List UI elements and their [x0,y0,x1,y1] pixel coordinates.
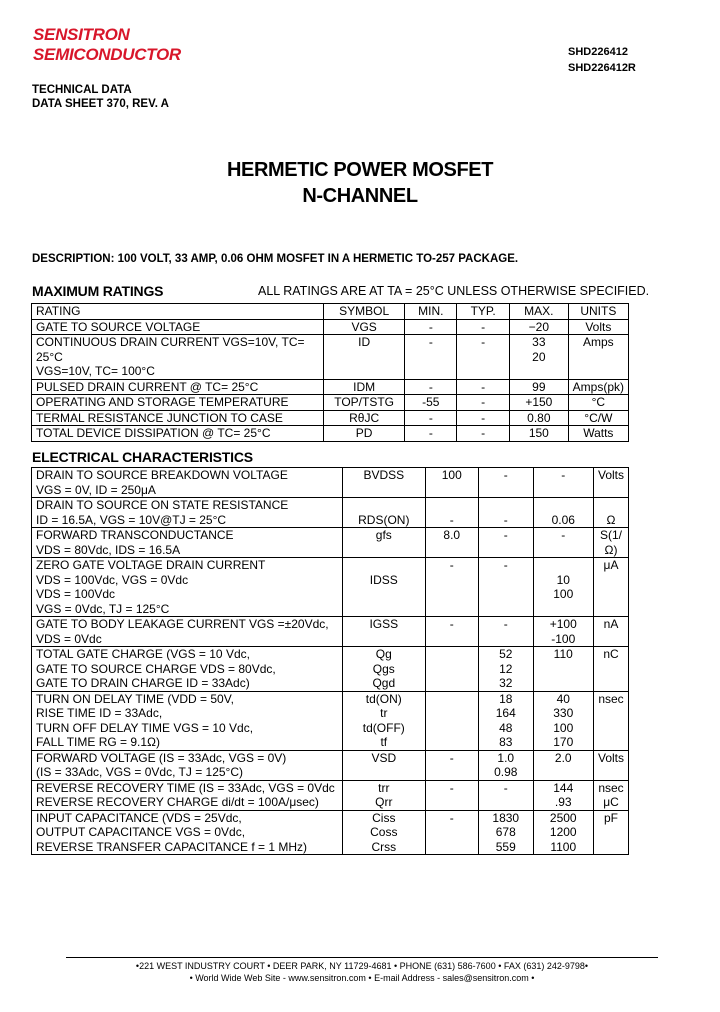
typ-cell [457,379,510,395]
min-cell [405,335,457,380]
units-cell-line: nC [603,647,619,661]
company-logo [33,25,181,65]
units-cell [593,780,628,810]
min-cell [405,410,457,426]
column-header-line: MIN. [418,304,444,318]
symbol-cell [343,617,425,647]
typ-cell-line: 678 [495,825,516,839]
column-header [32,304,324,320]
units-cell [593,810,628,855]
logo-line2: SEMICONDUCTOR [33,45,181,64]
min-cell [425,810,478,855]
min-cell-line: - [428,335,433,349]
typ-cell [478,468,533,498]
part-numbers [568,44,636,76]
max-cell-line: 110 [553,647,573,661]
symbol-cell [343,647,425,692]
rating-line: TOTAL GATE CHARGE (VGS = 10 Vdc, [36,647,250,661]
typ-cell-line: - [481,426,486,440]
symbol-cell [343,810,425,855]
units-cell [593,528,628,558]
table-header-row [32,304,629,320]
units-cell-line: Volts [597,468,624,482]
units-cell-line: pF [603,810,618,825]
rating-line: FALL TIME RG = 9.1Ω) [36,735,161,749]
symbol-cell-line: Qrr [375,795,393,809]
typ-cell [478,647,533,692]
units-cell-line: Volts [585,319,612,334]
rating-cell [32,617,343,647]
units-cell-line: Volts [597,750,624,765]
rating-line: REVERSE RECOVERY TIME (IS = 33Adc, VGS = 0Vdc [36,780,335,795]
typ-cell [478,780,533,810]
symbol-cell-line [347,498,420,513]
symbol-cell [323,335,404,380]
max-cell [533,528,593,558]
rating-line: GATE TO SOURCE CHARGE VDS = 80Vdc, [36,661,276,676]
rating-line: VDS = 100Vdc, VGS = 0Vdc [36,572,189,587]
rating-line: (IS = 33Adc, VGS = 0Vdc, TJ = 125°C) [36,765,244,779]
symbol-cell-line: td(OFF) [362,720,405,735]
min-cell-line: -55 [422,395,440,409]
symbol-cell-line: Crss [371,839,397,854]
units-cell-line: μA [603,558,619,572]
max-cell-line: - [561,468,566,482]
max-cell-line: 2500 [549,810,577,825]
units-cell-line: Amps [582,335,614,349]
max-cell [510,335,569,380]
max-cell-line: 144 [553,780,574,795]
units-cell-line: Ω [606,512,616,527]
symbol-cell-line: VGS [351,319,377,334]
rating-cell [32,319,324,335]
units-cell-line: °C/W [584,410,613,425]
rating-line: RISE TIME ID = 33Adc, [36,706,163,720]
max-cell-line: 150 [528,426,549,440]
table-row [32,379,629,395]
typ-cell-line: 83 [499,735,513,749]
typ-cell-line: - [481,335,486,349]
symbol-cell [343,558,425,617]
symbol-cell [323,379,404,395]
symbol-cell [343,750,425,780]
typ-cell-line: 1.0 [497,750,515,765]
tech-line1: TECHNICAL DATA [32,84,132,96]
typ-cell [478,810,533,855]
typ-cell-line: 164 [495,706,516,720]
max-cell-line: 99 [532,379,546,394]
symbol-cell [323,395,404,411]
rating-line: OPERATING AND STORAGE TEMPERATURE [36,395,289,409]
max-cell [510,379,569,395]
typ-cell-line: - [503,528,508,542]
units-cell [593,691,628,750]
electrical-characteristics-title: ELECTRICAL CHARACTERISTICS [32,449,253,465]
symbol-cell-line: VSD [371,750,397,765]
max-cell-line: +150 [525,395,553,409]
rating-line: DRAIN TO SOURCE BREAKDOWN VOLTAGE [36,468,288,482]
min-cell [425,528,478,558]
min-cell-line: 100 [441,468,462,482]
table-row [32,528,629,558]
symbol-cell-line: gfs [375,528,392,542]
column-header-line: SYMBOL [339,304,390,318]
table-row [32,319,629,335]
rating-line: CONTINUOUS DRAIN CURRENT VGS=10V, TC= 25°C [36,335,305,364]
rating-cell [32,498,343,528]
technical-data [32,83,169,111]
units-cell-line: °C [591,395,606,409]
typ-cell-line: 52 [499,647,513,661]
symbol-cell-line: IDM [353,379,376,394]
min-cell [425,691,478,750]
rating-line: VDS = 100Vdc [36,587,116,601]
title-line2: N-CHANNEL [302,185,418,207]
typ-cell [478,691,533,750]
rating-line: TERMAL RESISTANCE JUNCTION TO CASE [36,410,283,425]
max-cell [533,558,593,617]
logo-line1: SENSITRON [33,25,130,44]
typ-cell-line: - [503,558,508,572]
footer-address: •221 WEST INDUSTRY COURT • DEER PARK, NY 11729-4681 • PHONE (631) 586-7600 • FAX (631) 242-9798• [135,961,589,971]
rating-line: VGS = 0V, ID = 250μA [36,482,156,497]
symbol-cell-line: ID [358,335,371,349]
max-cell-line: 170 [553,735,574,749]
rating-cell [32,750,343,780]
symbol-cell-line: Qgd [372,676,396,690]
typ-cell-line: - [503,617,508,631]
symbol-cell-line: Ciss [372,810,396,825]
column-header-line: RATING [36,304,81,318]
min-cell [425,750,478,780]
max-ratings-note: ALL RATINGS ARE AT TA = 25°C UNLESS OTHERWISE SPECIFIED. [258,284,650,298]
max-cell-line: +100 [549,617,577,631]
table-row [32,617,629,647]
max-cell-line: 40 [556,691,570,706]
max-ratings-title: MAXIMUM RATINGS [32,283,164,299]
units-cell [568,426,628,442]
max-cell [533,750,593,780]
max-cell-line: 10 [556,572,570,587]
typ-cell [457,335,510,380]
units-cell-line: Amps(pk) [572,379,624,394]
symbol-cell-line: Qgs [372,661,395,676]
column-header [323,304,404,320]
symbol-cell-line [347,558,420,573]
title-line1: HERMETIC POWER MOSFET [226,159,494,181]
typ-cell-line: - [481,379,486,394]
typ-cell-line: - [503,468,508,482]
max-cell-line: 20 [532,349,546,364]
part-number: SHD226412 [568,46,628,58]
rating-line: INPUT CAPACITANCE (VDS = 25Vdc, [36,810,242,825]
footer-contact: • World Wide Web Site - www.sensitron.com • E-mail Address - sales@sensitron.com • [189,973,535,983]
typ-cell [478,750,533,780]
units-cell-line: S(1/Ω) [599,528,622,557]
typ-cell-line: - [481,410,486,425]
min-cell-line: - [449,810,454,825]
max-cell-line: 0.80 [527,410,551,425]
typ-cell-line: 32 [499,676,513,690]
symbol-cell-line: IDSS [369,572,398,587]
rating-cell [32,780,343,810]
column-header-line: UNITS [580,304,617,318]
rating-cell [32,379,324,395]
rating-line: DRAIN TO SOURCE ON STATE RESISTANCE [36,498,289,512]
symbol-cell [343,498,425,528]
column-header-line: MAX. [524,304,554,318]
rating-line: VDS = 0Vdc [36,631,102,646]
table-row [32,395,629,411]
max-cell-line: 100 [553,720,574,735]
min-cell [405,379,457,395]
min-cell-line: - [449,750,454,765]
units-cell-line [598,498,624,513]
table-row [32,647,629,692]
table-row [32,750,629,780]
min-cell-line: - [428,426,433,440]
min-cell-line: - [428,379,433,394]
rating-line: REVERSE TRANSFER CAPACITANCE f = 1 MHz) [36,839,308,854]
rating-cell [32,395,324,411]
units-cell-line: μC [603,795,619,809]
min-cell-line: - [449,617,454,631]
units-cell [593,750,628,780]
max-ratings-table [31,303,629,442]
min-cell [425,468,478,498]
units-cell [568,335,628,380]
symbol-cell-line: tf [380,735,388,749]
min-cell-line: 8.0 [443,528,461,542]
symbol-cell [323,426,404,442]
typ-cell [478,558,533,617]
max-cell [533,780,593,810]
min-cell-line [430,692,474,707]
typ-cell [478,528,533,558]
min-cell [405,426,457,442]
units-cell [568,410,628,426]
symbol-cell-line: RθJC [349,410,380,425]
symbol-cell-line: PD [355,426,373,440]
symbol-cell-line: trr [378,780,390,795]
min-cell [425,558,478,617]
symbol-cell [323,319,404,335]
table-row [32,780,629,810]
column-header-line: TYP. [470,304,496,318]
table-row [32,335,629,380]
column-header [457,304,510,320]
min-cell [425,780,478,810]
rating-cell [32,558,343,617]
table-row [32,691,629,750]
typ-cell-line: - [481,319,486,334]
max-cell-line: .93 [554,795,572,809]
symbol-cell-line: BVDSS [363,468,405,482]
rating-cell [32,528,343,558]
rating-cell [32,647,343,692]
symbol-cell-line: tr [380,706,388,720]
typ-cell-line: - [481,395,486,409]
max-cell [533,498,593,528]
max-cell [510,395,569,411]
units-cell [568,379,628,395]
max-cell-line: 33 [532,335,546,349]
min-cell-line: - [428,319,433,334]
max-cell [533,691,593,750]
tech-line2: DATA SHEET 370, REV. A [32,98,169,110]
table-row [32,558,629,617]
symbol-cell-line: td(ON) [365,691,402,706]
units-cell [593,617,628,647]
max-cell-line: 330 [553,706,574,720]
rating-cell [32,426,324,442]
part-number: SHD226412R [568,62,636,74]
typ-cell [457,426,510,442]
symbol-cell [343,528,425,558]
rating-cell [32,468,343,498]
rating-line: TOTAL DEVICE DISSIPATION @ TC= 25°C [36,426,271,440]
max-cell [533,617,593,647]
typ-cell [457,410,510,426]
symbol-cell-line: TOP/TSTG [334,395,395,409]
table-row [32,810,629,855]
typ-cell [457,319,510,335]
min-cell-line: - [428,410,433,425]
rating-cell [32,810,343,855]
min-cell [425,498,478,528]
units-cell [593,468,628,498]
min-cell [405,395,457,411]
max-cell-line [538,558,589,573]
typ-cell [478,498,533,528]
symbol-cell-line: RDS(ON) [358,512,410,527]
units-cell-line: nsec [598,780,624,795]
rating-line: ID = 16.5A, VGS = 10V@TJ = 25°C [36,512,227,527]
rating-cell [32,691,343,750]
typ-cell-line: 18 [499,691,513,706]
rating-line: REVERSE RECOVERY CHARGE di/dt = 100A/μsec) [36,795,319,809]
electrical-characteristics-table [31,467,629,855]
symbol-cell-line: Qg [375,647,392,661]
units-cell [568,395,628,411]
units-cell-line: nA [603,617,619,631]
max-cell [510,410,569,426]
min-cell [425,617,478,647]
max-cell [533,647,593,692]
footer [66,957,658,984]
min-cell [425,647,478,692]
rating-line: FORWARD VOLTAGE (IS = 33Adc, VGS = 0V) [36,750,287,765]
column-header [510,304,569,320]
min-cell-line [430,647,474,662]
rating-line: TURN ON DELAY TIME (VDD = 50V, [36,691,234,706]
table-row [32,426,629,442]
max-cell-line: 2.0 [554,750,572,765]
typ-cell-line [483,498,529,513]
typ-cell-line: 0.98 [494,765,518,779]
typ-cell [457,395,510,411]
max-cell-line: -100 [551,631,576,646]
rating-line: VGS=10V, TC= 100°C [36,364,155,378]
min-cell-line: - [449,780,454,795]
typ-cell-line: - [503,512,508,527]
min-cell [405,319,457,335]
symbol-cell [343,780,425,810]
symbol-cell [343,468,425,498]
rating-line: OUTPUT CAPACITANCE VGS = 0Vdc, [36,825,246,839]
typ-cell [478,617,533,647]
rating-line: GATE TO SOURCE VOLTAGE [36,319,201,334]
max-cell-line: 1200 [549,825,577,839]
rating-line: TURN OFF DELAY TIME VGS = 10 Vdc, [36,720,254,735]
rating-line: FORWARD TRANSCONDUCTANCE [36,528,234,542]
max-cell [510,319,569,335]
page-title [0,157,720,209]
max-cell-line: 0.06 [551,512,575,527]
rating-line: ZERO GATE VOLTAGE DRAIN CURRENT [36,558,266,572]
units-cell [593,558,628,617]
typ-cell-line: 1830 [492,810,520,825]
max-cell-line: - [561,528,566,542]
symbol-cell-line: Coss [370,825,398,839]
table-row [32,410,629,426]
min-cell-line: - [449,512,454,527]
rating-cell [32,335,324,380]
max-cell [533,468,593,498]
rating-line: VDS = 80Vdc, IDS = 16.5A [36,542,181,557]
rating-line: VGS = 0Vdc, TJ = 125°C [36,601,170,616]
symbol-cell [323,410,404,426]
max-cell-line: −20 [528,319,550,334]
rating-line: GATE TO BODY LEAKAGE CURRENT VGS =±20Vdc, [36,617,329,631]
max-cell-line [538,498,589,513]
rating-line: PULSED DRAIN CURRENT @ TC= 25°C [36,379,259,394]
units-cell [593,498,628,528]
units-cell [568,319,628,335]
min-cell-line [430,498,474,513]
symbol-cell [343,691,425,750]
typ-cell-line: 12 [499,661,513,676]
units-cell-line: nsec [598,691,624,706]
max-cell-line: 1100 [550,839,577,854]
units-cell [593,647,628,692]
max-cell-line: 100 [553,587,574,601]
column-header [568,304,628,320]
symbol-cell-line: IGSS [369,617,399,631]
description: DESCRIPTION: 100 VOLT, 33 AMP, 0.06 OHM MOSFET IN A HERMETIC TO-257 PACKAGE. [32,253,519,265]
rating-cell [32,410,324,426]
typ-cell-line: - [503,780,508,795]
max-cell [510,426,569,442]
rating-line: GATE TO DRAIN CHARGE ID = 33Adc) [36,676,250,690]
column-header [405,304,457,320]
typ-cell-line: 48 [499,720,513,735]
min-cell-line: - [449,558,454,572]
table-row [32,498,629,528]
typ-cell-line: 559 [495,839,516,854]
max-cell [533,810,593,855]
units-cell-line: Watts [583,426,614,440]
table-row [32,468,629,498]
